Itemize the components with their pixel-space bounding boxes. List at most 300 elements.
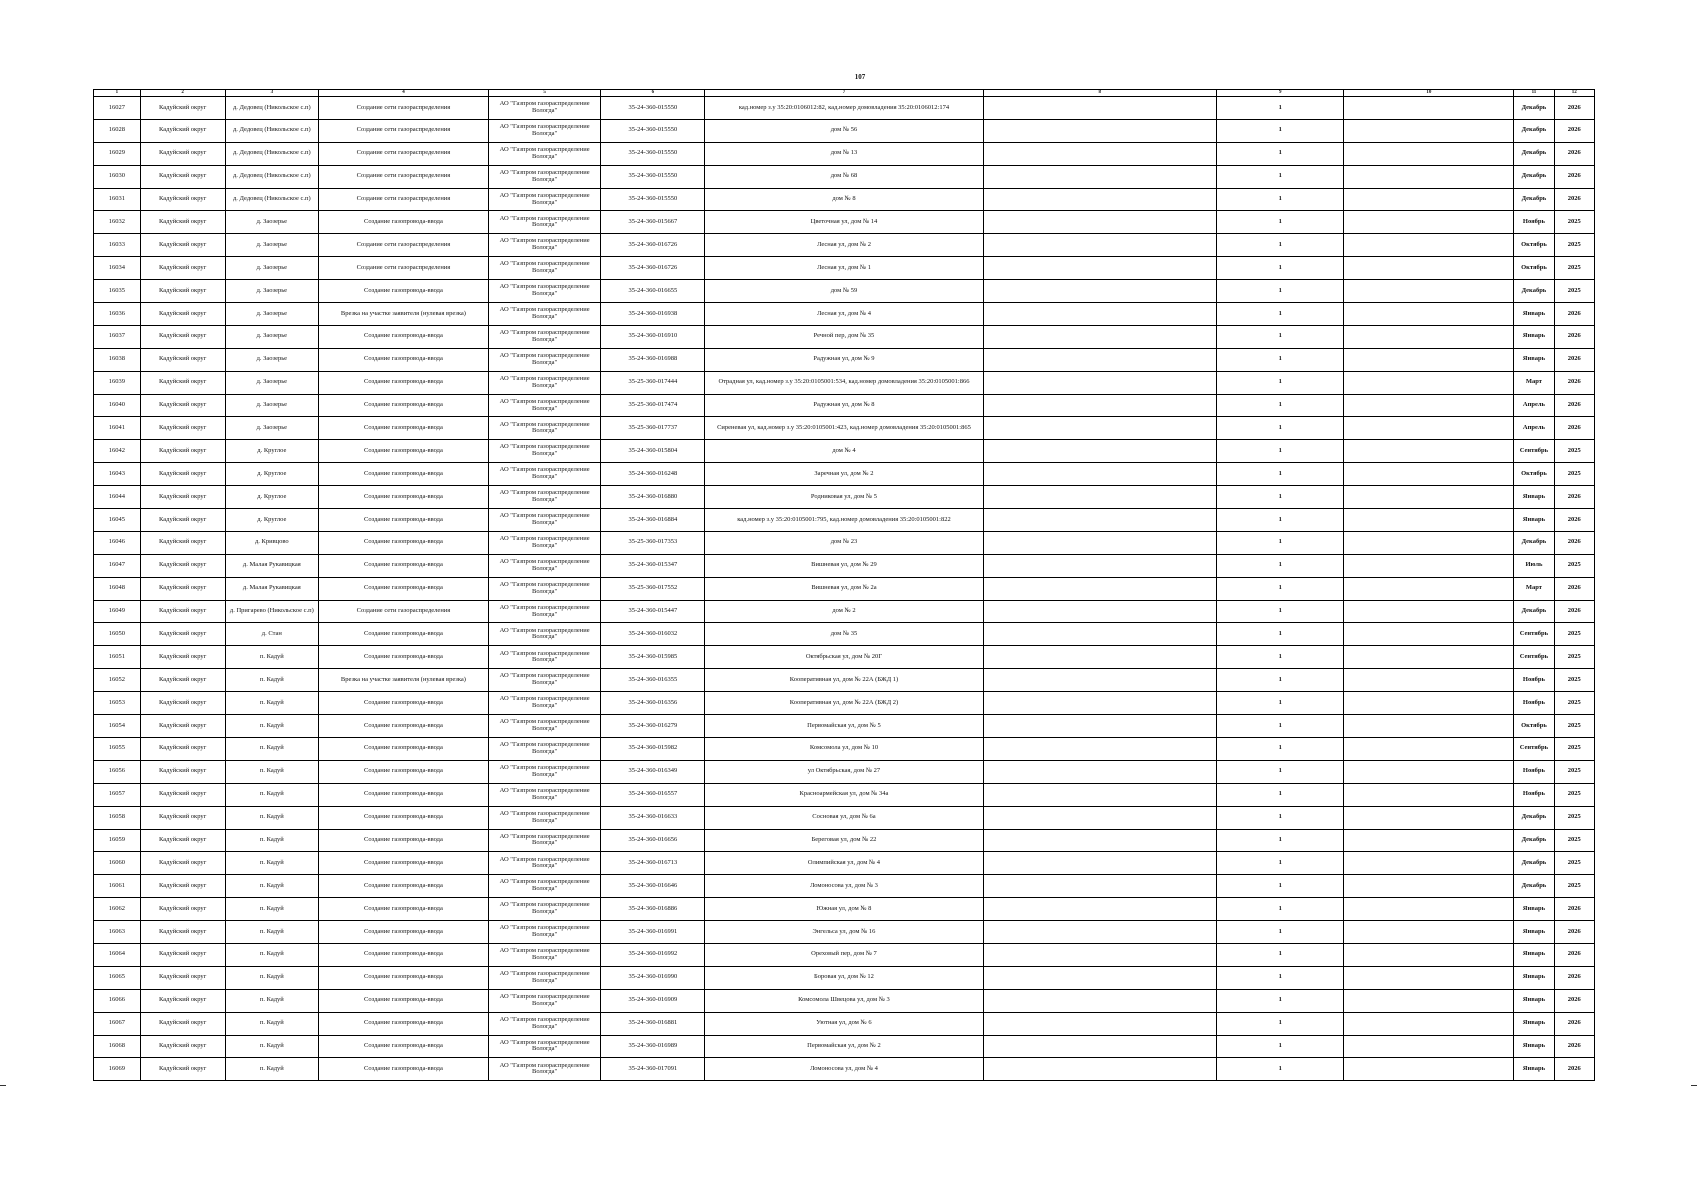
row-number: 16063: [94, 921, 141, 944]
empty-cell: [983, 669, 1217, 692]
locality-cell: п. Кадуй: [225, 715, 318, 738]
count-cell: 1: [1217, 188, 1344, 211]
count-cell: 1: [1217, 875, 1344, 898]
count-cell: 1: [1217, 989, 1344, 1012]
address-cell: Ломоносова ул, дом № 4: [705, 1058, 983, 1081]
month-cell: Март: [1514, 371, 1554, 394]
owner-cell: АО "Газпром газораспределение Вологда": [488, 989, 601, 1012]
work-type-cell: Создание газопровода-ввода: [319, 211, 489, 234]
district-cell: Кадуйский округ: [140, 852, 225, 875]
row-number: 16037: [94, 325, 141, 348]
district-cell: Кадуйский округ: [140, 989, 225, 1012]
empty-cell: [1344, 829, 1514, 852]
code-cell: 35-24-360-016881: [601, 1012, 705, 1035]
year-cell: 2026: [1554, 531, 1594, 554]
district-cell: Кадуйский округ: [140, 394, 225, 417]
empty-cell: [1344, 280, 1514, 303]
year-cell: 2026: [1554, 188, 1594, 211]
empty-cell: [1344, 1058, 1514, 1081]
code-cell: 35-24-360-016938: [601, 303, 705, 326]
empty-cell: [983, 188, 1217, 211]
empty-cell: [1344, 646, 1514, 669]
row-number: 16048: [94, 577, 141, 600]
empty-cell: [1344, 692, 1514, 715]
count-cell: 1: [1217, 646, 1344, 669]
year-cell: 2026: [1554, 898, 1594, 921]
column-number: 12: [1554, 90, 1594, 97]
owner-cell: АО "Газпром газораспределение Вологда": [488, 165, 601, 188]
table-row: [94, 1035, 1595, 1058]
column-number: 3: [225, 90, 318, 97]
year-cell: 2025: [1554, 715, 1594, 738]
district-cell: Кадуйский округ: [140, 783, 225, 806]
district-cell: Кадуйский округ: [140, 806, 225, 829]
table-row: [94, 97, 1595, 120]
year-cell: 2026: [1554, 165, 1594, 188]
month-cell: Январь: [1514, 486, 1554, 509]
table-row: [94, 234, 1595, 257]
address-cell: Ореховый пер, дом № 7: [705, 943, 983, 966]
table-row: [94, 1058, 1595, 1081]
empty-cell: [1344, 875, 1514, 898]
work-type-cell: Создание газопровода-ввода: [319, 417, 489, 440]
column-number-row: [94, 90, 1595, 97]
code-cell: 35-24-360-016992: [601, 943, 705, 966]
year-cell: 2026: [1554, 966, 1594, 989]
work-type-cell: Создание газопровода-ввода: [319, 325, 489, 348]
count-cell: 1: [1217, 669, 1344, 692]
year-cell: 2025: [1554, 692, 1594, 715]
empty-cell: [983, 440, 1217, 463]
year-cell: 2025: [1554, 737, 1594, 760]
table-row: [94, 829, 1595, 852]
empty-cell: [983, 97, 1217, 120]
row-number: 16061: [94, 875, 141, 898]
locality-cell: д. Дедовец (Никольское с.п): [225, 97, 318, 120]
address-cell: Радужная ул, дом № 9: [705, 348, 983, 371]
owner-cell: АО "Газпром газораспределение Вологда": [488, 303, 601, 326]
row-number: 16031: [94, 188, 141, 211]
address-cell: Ломоносова ул, дом № 3: [705, 875, 983, 898]
count-cell: 1: [1217, 554, 1344, 577]
empty-cell: [1344, 394, 1514, 417]
column-number: 9: [1217, 90, 1344, 97]
code-cell: 35-24-360-016557: [601, 783, 705, 806]
work-type-cell: Создание газопровода-ввода: [319, 1058, 489, 1081]
district-cell: Кадуйский округ: [140, 486, 225, 509]
district-cell: Кадуйский округ: [140, 97, 225, 120]
table-row: [94, 783, 1595, 806]
count-cell: 1: [1217, 760, 1344, 783]
table-row: [94, 806, 1595, 829]
code-cell: 35-24-360-015985: [601, 646, 705, 669]
locality-cell: д. Дедовец (Никольское с.п): [225, 142, 318, 165]
row-number: 16065: [94, 966, 141, 989]
count-cell: 1: [1217, 715, 1344, 738]
count-cell: 1: [1217, 737, 1344, 760]
district-cell: Кадуйский округ: [140, 509, 225, 532]
district-cell: Кадуйский округ: [140, 554, 225, 577]
row-number: 16034: [94, 257, 141, 280]
row-number: 16067: [94, 1012, 141, 1035]
locality-cell: п. Кадуй: [225, 966, 318, 989]
empty-cell: [1344, 165, 1514, 188]
work-type-cell: Создание газопровода-ввода: [319, 806, 489, 829]
work-type-cell: Создание газопровода-ввода: [319, 486, 489, 509]
month-cell: Апрель: [1514, 417, 1554, 440]
address-cell: Боровая ул, дом № 12: [705, 966, 983, 989]
owner-cell: АО "Газпром газораспределение Вологда": [488, 760, 601, 783]
address-cell: Радужная ул, дом № 8: [705, 394, 983, 417]
code-cell: 35-24-360-016248: [601, 463, 705, 486]
year-cell: 2025: [1554, 646, 1594, 669]
empty-cell: [1344, 898, 1514, 921]
district-cell: Кадуйский округ: [140, 1035, 225, 1058]
empty-cell: [1344, 737, 1514, 760]
empty-cell: [983, 165, 1217, 188]
district-cell: Кадуйский округ: [140, 1058, 225, 1081]
month-cell: Декабрь: [1514, 852, 1554, 875]
district-cell: Кадуйский округ: [140, 257, 225, 280]
address-cell: дом № 8: [705, 188, 983, 211]
address-cell: Сиреневая ул, кад.номер з.у 35:20:0105001:423, кад.номер домовладения 35:20:0105001:865: [705, 417, 983, 440]
work-type-cell: Создание газопровода-ввода: [319, 760, 489, 783]
empty-cell: [983, 486, 1217, 509]
column-number: 8: [983, 90, 1217, 97]
right-edge-mark: [1691, 1085, 1697, 1086]
empty-cell: [983, 600, 1217, 623]
work-type-cell: Создание газопровода-ввода: [319, 715, 489, 738]
work-type-cell: Создание газопровода-ввода: [319, 875, 489, 898]
table-row: [94, 989, 1595, 1012]
district-cell: Кадуйский округ: [140, 303, 225, 326]
year-cell: 2026: [1554, 943, 1594, 966]
row-number: 16041: [94, 417, 141, 440]
count-cell: 1: [1217, 371, 1344, 394]
row-number: 16062: [94, 898, 141, 921]
work-type-cell: Создание газопровода-ввода: [319, 440, 489, 463]
address-cell: Отрадная ул, кад.номер з.у 35:20:0105001:534, кад.номер домовладения 35:20:0105001:866: [705, 371, 983, 394]
district-cell: Кадуйский округ: [140, 188, 225, 211]
locality-cell: д. Круглое: [225, 509, 318, 532]
locality-cell: д. Заозерье: [225, 303, 318, 326]
year-cell: 2026: [1554, 371, 1594, 394]
address-cell: Южная ул, дом № 8: [705, 898, 983, 921]
empty-cell: [983, 715, 1217, 738]
row-number: 16052: [94, 669, 141, 692]
work-type-cell: Врезка на участке заявителя (нулевая врезка): [319, 669, 489, 692]
row-number: 16051: [94, 646, 141, 669]
work-type-cell: Создание сети газораспределения: [319, 257, 489, 280]
count-cell: 1: [1217, 1035, 1344, 1058]
code-cell: 35-24-360-016633: [601, 806, 705, 829]
work-type-cell: Создание газопровода-ввода: [319, 509, 489, 532]
address-cell: Комсомола Швецова ул, дом № 3: [705, 989, 983, 1012]
empty-cell: [983, 257, 1217, 280]
address-cell: дом № 13: [705, 142, 983, 165]
code-cell: 35-24-360-016909: [601, 989, 705, 1012]
work-type-cell: Создание газопровода-ввода: [319, 989, 489, 1012]
locality-cell: д. Кривцово: [225, 531, 318, 554]
address-cell: Кооперативная ул, дом № 22А (БЖД 2): [705, 692, 983, 715]
column-number: 5: [488, 90, 601, 97]
empty-cell: [1344, 325, 1514, 348]
district-cell: Кадуйский округ: [140, 234, 225, 257]
empty-cell: [1344, 463, 1514, 486]
work-type-cell: Создание газопровода-ввода: [319, 463, 489, 486]
locality-cell: д. Круглое: [225, 463, 318, 486]
table-row: [94, 142, 1595, 165]
code-cell: 35-24-360-016656: [601, 829, 705, 852]
district-cell: Кадуйский округ: [140, 737, 225, 760]
work-type-cell: Создание газопровода-ввода: [319, 943, 489, 966]
row-number: 16049: [94, 600, 141, 623]
column-number: 6: [601, 90, 705, 97]
year-cell: 2025: [1554, 280, 1594, 303]
count-cell: 1: [1217, 325, 1344, 348]
table-row: [94, 966, 1595, 989]
empty-cell: [983, 921, 1217, 944]
year-cell: 2026: [1554, 1058, 1594, 1081]
count-cell: 1: [1217, 394, 1344, 417]
locality-cell: п. Кадуй: [225, 806, 318, 829]
locality-cell: п. Кадуй: [225, 669, 318, 692]
year-cell: 2026: [1554, 1012, 1594, 1035]
address-cell: Первомайская ул, дом № 5: [705, 715, 983, 738]
empty-cell: [983, 531, 1217, 554]
table-row: [94, 898, 1595, 921]
address-cell: Родниковая ул, дом № 5: [705, 486, 983, 509]
district-cell: Кадуйский округ: [140, 600, 225, 623]
district-cell: Кадуйский округ: [140, 440, 225, 463]
code-cell: 35-24-360-016349: [601, 760, 705, 783]
district-cell: Кадуйский округ: [140, 966, 225, 989]
locality-cell: д. Заозерье: [225, 371, 318, 394]
column-number: 4: [319, 90, 489, 97]
empty-cell: [1344, 943, 1514, 966]
work-type-cell: Создание газопровода-ввода: [319, 280, 489, 303]
owner-cell: АО "Газпром газораспределение Вологда": [488, 692, 601, 715]
work-type-cell: Создание сети газораспределения: [319, 600, 489, 623]
code-cell: 35-24-360-016910: [601, 325, 705, 348]
month-cell: Ноябрь: [1514, 211, 1554, 234]
year-cell: 2026: [1554, 921, 1594, 944]
row-number: 16054: [94, 715, 141, 738]
owner-cell: АО "Газпром газораспределение Вологда": [488, 325, 601, 348]
empty-cell: [983, 1058, 1217, 1081]
count-cell: 1: [1217, 417, 1344, 440]
row-number: 16040: [94, 394, 141, 417]
owner-cell: АО "Газпром газораспределение Вологда": [488, 966, 601, 989]
count-cell: 1: [1217, 97, 1344, 120]
empty-cell: [1344, 119, 1514, 142]
owner-cell: АО "Газпром газораспределение Вологда": [488, 440, 601, 463]
month-cell: Декабрь: [1514, 829, 1554, 852]
count-cell: 1: [1217, 623, 1344, 646]
empty-cell: [1344, 97, 1514, 120]
month-cell: Октябрь: [1514, 234, 1554, 257]
empty-cell: [1344, 142, 1514, 165]
empty-cell: [1344, 531, 1514, 554]
owner-cell: АО "Газпром газораспределение Вологда": [488, 554, 601, 577]
locality-cell: д. Заозерье: [225, 257, 318, 280]
owner-cell: АО "Газпром газораспределение Вологда": [488, 211, 601, 234]
table-row: [94, 394, 1595, 417]
code-cell: 35-24-360-016355: [601, 669, 705, 692]
empty-cell: [1344, 989, 1514, 1012]
month-cell: Декабрь: [1514, 875, 1554, 898]
count-cell: 1: [1217, 1012, 1344, 1035]
address-cell: Красноармейская ул, дом № 34а: [705, 783, 983, 806]
code-cell: 35-24-360-016726: [601, 257, 705, 280]
table-row: [94, 257, 1595, 280]
empty-cell: [983, 211, 1217, 234]
work-type-cell: Создание сети газораспределения: [319, 234, 489, 257]
code-cell: 35-24-360-015550: [601, 165, 705, 188]
row-number: 16028: [94, 119, 141, 142]
year-cell: 2025: [1554, 623, 1594, 646]
table-row: [94, 211, 1595, 234]
table-row: [94, 875, 1595, 898]
owner-cell: АО "Газпром газораспределение Вологда": [488, 1035, 601, 1058]
owner-cell: АО "Газпром газораспределение Вологда": [488, 623, 601, 646]
empty-cell: [1344, 623, 1514, 646]
month-cell: Апрель: [1514, 394, 1554, 417]
count-cell: 1: [1217, 600, 1344, 623]
owner-cell: АО "Газпром газораспределение Вологда": [488, 669, 601, 692]
year-cell: 2025: [1554, 554, 1594, 577]
row-number: 16042: [94, 440, 141, 463]
work-type-cell: Создание сети газораспределения: [319, 119, 489, 142]
address-cell: Вишневая ул, дом № 2а: [705, 577, 983, 600]
work-type-cell: Создание газопровода-ввода: [319, 921, 489, 944]
month-cell: Январь: [1514, 898, 1554, 921]
row-number: 16066: [94, 989, 141, 1012]
address-cell: дом № 35: [705, 623, 983, 646]
row-number: 16064: [94, 943, 141, 966]
count-cell: 1: [1217, 806, 1344, 829]
column-number: 10: [1344, 90, 1514, 97]
table-row: [94, 692, 1595, 715]
locality-cell: д. Пригарево (Никольское с.п): [225, 600, 318, 623]
month-cell: Октябрь: [1514, 463, 1554, 486]
address-cell: дом № 68: [705, 165, 983, 188]
owner-cell: АО "Газпром газораспределение Вологда": [488, 875, 601, 898]
empty-cell: [983, 234, 1217, 257]
row-number: 16032: [94, 211, 141, 234]
work-type-cell: Создание газопровода-ввода: [319, 898, 489, 921]
owner-cell: АО "Газпром газораспределение Вологда": [488, 119, 601, 142]
code-cell: 35-25-360-017353: [601, 531, 705, 554]
empty-cell: [983, 325, 1217, 348]
month-cell: Декабрь: [1514, 97, 1554, 120]
month-cell: Январь: [1514, 303, 1554, 326]
year-cell: 2026: [1554, 348, 1594, 371]
count-cell: 1: [1217, 348, 1344, 371]
table-row: [94, 440, 1595, 463]
count-cell: 1: [1217, 509, 1344, 532]
locality-cell: п. Кадуй: [225, 943, 318, 966]
row-number: 16044: [94, 486, 141, 509]
empty-cell: [983, 394, 1217, 417]
left-edge-mark: [0, 1085, 6, 1086]
locality-cell: п. Кадуй: [225, 852, 318, 875]
month-cell: Ноябрь: [1514, 669, 1554, 692]
address-cell: дом № 56: [705, 119, 983, 142]
column-number: 2: [140, 90, 225, 97]
district-cell: Кадуйский округ: [140, 165, 225, 188]
month-cell: Ноябрь: [1514, 760, 1554, 783]
table-row: [94, 119, 1595, 142]
count-cell: 1: [1217, 257, 1344, 280]
owner-cell: АО "Газпром газораспределение Вологда": [488, 463, 601, 486]
empty-cell: [1344, 303, 1514, 326]
district-cell: Кадуйский округ: [140, 943, 225, 966]
year-cell: 2026: [1554, 417, 1594, 440]
empty-cell: [983, 943, 1217, 966]
owner-cell: АО "Газпром газораспределение Вологда": [488, 646, 601, 669]
locality-cell: д. Заозерье: [225, 394, 318, 417]
row-number: 16069: [94, 1058, 141, 1081]
code-cell: 35-25-360-017474: [601, 394, 705, 417]
work-type-cell: Создание газопровода-ввода: [319, 348, 489, 371]
count-cell: 1: [1217, 943, 1344, 966]
row-number: 16050: [94, 623, 141, 646]
code-cell: 35-24-360-015550: [601, 119, 705, 142]
work-type-cell: Создание газопровода-ввода: [319, 852, 489, 875]
owner-cell: АО "Газпром газораспределение Вологда": [488, 806, 601, 829]
code-cell: 35-24-360-016884: [601, 509, 705, 532]
empty-cell: [1344, 554, 1514, 577]
year-cell: 2026: [1554, 486, 1594, 509]
code-cell: 35-24-360-016880: [601, 486, 705, 509]
table-row: [94, 600, 1595, 623]
year-cell: 2025: [1554, 211, 1594, 234]
row-number: 16027: [94, 97, 141, 120]
empty-cell: [983, 417, 1217, 440]
year-cell: 2026: [1554, 989, 1594, 1012]
month-cell: Ноябрь: [1514, 783, 1554, 806]
empty-cell: [983, 280, 1217, 303]
empty-cell: [1344, 577, 1514, 600]
locality-cell: п. Кадуй: [225, 1058, 318, 1081]
work-type-cell: Создание газопровода-ввода: [319, 554, 489, 577]
table-row: [94, 463, 1595, 486]
district-cell: Кадуйский округ: [140, 417, 225, 440]
owner-cell: АО "Газпром газораспределение Вологда": [488, 417, 601, 440]
row-number: 16053: [94, 692, 141, 715]
code-cell: 35-24-360-015447: [601, 600, 705, 623]
row-number: 16060: [94, 852, 141, 875]
empty-cell: [1344, 440, 1514, 463]
code-cell: 35-24-360-015550: [601, 188, 705, 211]
owner-cell: АО "Газпром газораспределение Вологда": [488, 1058, 601, 1081]
row-number: 16030: [94, 165, 141, 188]
empty-cell: [983, 646, 1217, 669]
table-row: [94, 554, 1595, 577]
locality-cell: д. Заозерье: [225, 234, 318, 257]
month-cell: Октябрь: [1514, 715, 1554, 738]
address-cell: Комсомола ул, дом № 10: [705, 737, 983, 760]
locality-cell: д. Малая Рукавицкая: [225, 577, 318, 600]
owner-cell: АО "Газпром газораспределение Вологда": [488, 280, 601, 303]
work-type-cell: Создание сети газораспределения: [319, 188, 489, 211]
owner-cell: АО "Газпром газораспределение Вологда": [488, 577, 601, 600]
empty-cell: [1344, 486, 1514, 509]
table-row: [94, 348, 1595, 371]
code-cell: 35-24-360-015667: [601, 211, 705, 234]
address-cell: дом № 4: [705, 440, 983, 463]
